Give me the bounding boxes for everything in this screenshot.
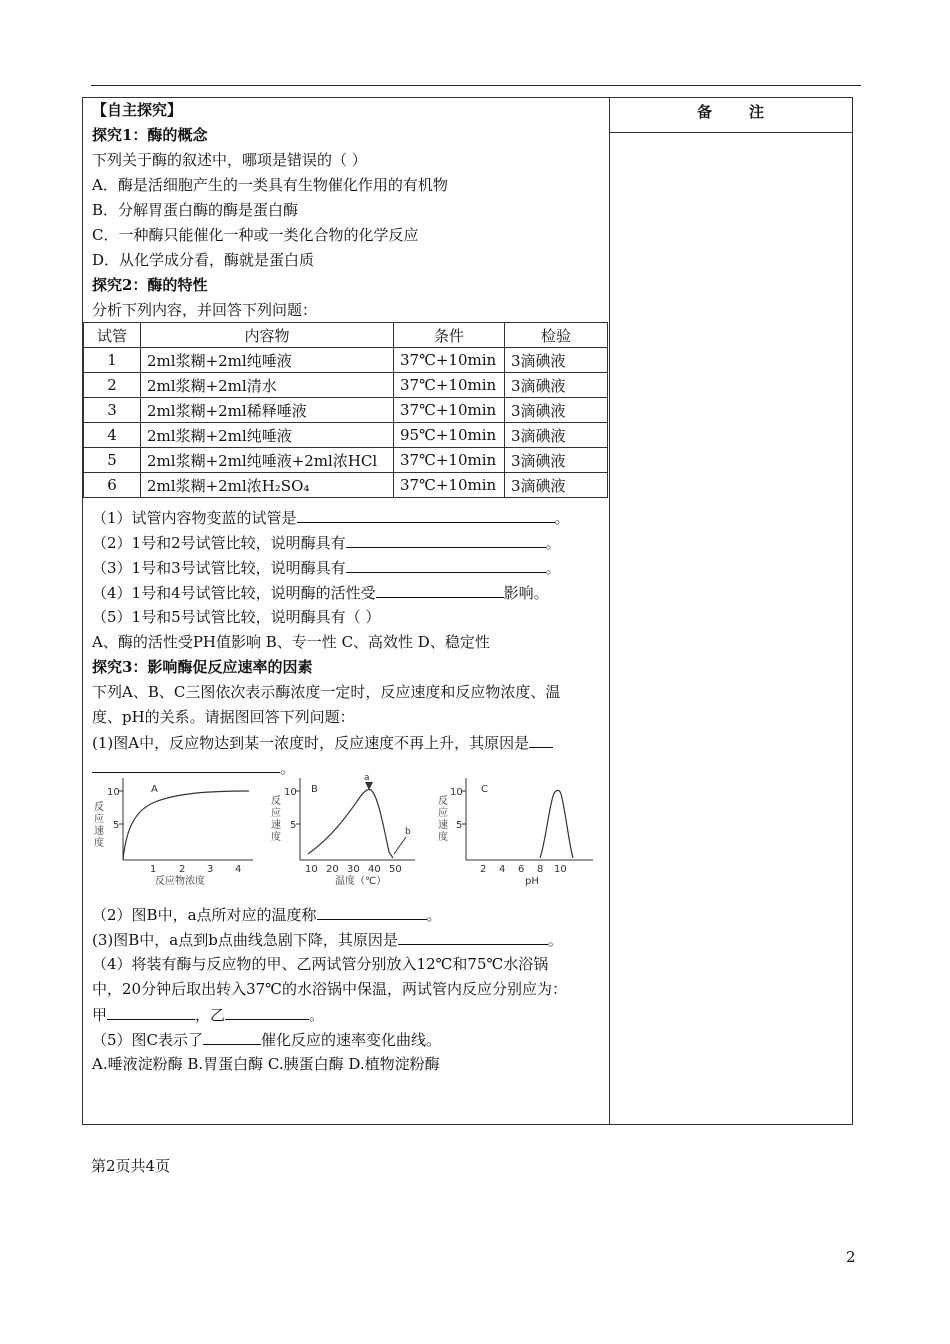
c-letter: C: [481, 784, 488, 795]
header-tube: 试管: [84, 323, 141, 348]
explore3-question-3: [92, 927, 604, 952]
header-content: 内容物: [141, 323, 394, 348]
table-row: [84, 473, 608, 498]
table-row: [84, 348, 608, 373]
answer-blank[interactable]: [346, 555, 546, 573]
table-row: [84, 398, 608, 423]
a-letter: A: [151, 784, 158, 795]
q3-text: （3）1号和3号试管比较，说明酶具有: [92, 559, 346, 577]
cell-test: 3滴碘液: [505, 373, 608, 398]
notes-header-2: 注: [749, 103, 766, 121]
explore1-title: 探究1：酶的概念: [92, 126, 208, 144]
c-ylabel: [438, 794, 448, 843]
option-d: D．从化学成分看，酶就是蛋白质: [92, 251, 315, 269]
q1-text: (1)图A中，反应物达到某一浓度时，反应速度不再上升，其原因是: [92, 734, 530, 752]
header-rule: [91, 85, 861, 86]
period: 。: [554, 509, 570, 527]
period: 。: [547, 931, 563, 949]
cell-no: 5: [84, 448, 141, 473]
cell-test: 3滴碘液: [505, 348, 608, 373]
b-ytick-5: 5: [290, 820, 297, 831]
answer-blank[interactable]: [529, 730, 553, 748]
table-row: [84, 423, 608, 448]
c-ylabel-2: 应: [438, 808, 448, 819]
experiment-table: [83, 322, 608, 498]
cell-no: 1: [84, 348, 141, 373]
cell-no: 3: [84, 398, 141, 423]
a-ytick-5: 5: [113, 820, 120, 831]
cell-content: 2ml浆糊+2ml纯唾液: [141, 423, 394, 448]
worksheet-frame: [82, 97, 853, 1125]
option-b: B．分解胃蛋白酶的酶是蛋白酶: [92, 201, 299, 219]
q5-text: （5）图C表示了: [92, 1031, 204, 1049]
cell-condition: 37℃+10min: [394, 348, 505, 373]
period: 。: [545, 534, 561, 552]
answer-blank[interactable]: [317, 902, 427, 920]
a-ytick-10: 10: [107, 787, 120, 798]
notes-header: [610, 98, 852, 133]
graph-b: [271, 774, 415, 887]
c-ylabel-3: 速: [438, 820, 448, 831]
a-ylabel-1: 反: [94, 802, 104, 813]
table-row: [84, 448, 608, 473]
b-ytick-10: 10: [284, 787, 297, 798]
q3-text: (3)图B中，a点到b点曲线急剧下降，其原因是: [92, 931, 398, 949]
cell-content: 2ml浆糊+2ml清水: [141, 373, 394, 398]
b-ylabel: [271, 794, 281, 843]
answer-blank[interactable]: [376, 580, 504, 598]
answer-blank[interactable]: [297, 505, 555, 523]
a-ylabel-4: 度: [94, 838, 104, 849]
section-title: 【自主探究】: [92, 101, 183, 119]
q2-text: （2）图B中，a点所对应的温度称: [92, 906, 317, 924]
period: 。: [426, 906, 442, 924]
a-ylabel-3: 速: [94, 826, 104, 837]
answer-blank[interactable]: [346, 530, 546, 548]
a-ylabel-2: 应: [94, 814, 104, 825]
question-1: [92, 505, 604, 530]
notes-header-1: 备: [696, 103, 713, 121]
content-top: [92, 98, 604, 323]
q1-text: （1）试管内容物变蓝的试管是: [92, 509, 297, 527]
question-4: [92, 580, 604, 605]
q2-text: （2）1号和2号试管比较，说明酶具有: [92, 534, 346, 552]
b-ylabel-3: 速: [271, 820, 281, 831]
cell-condition: 37℃+10min: [394, 398, 505, 423]
explore3-question-4-l2: 中，20分钟后取出转入37℃的水浴锅中保温，两试管内反应分别应为：: [92, 980, 567, 998]
explore3-questions: [92, 902, 604, 1077]
b-xtick-50: 50: [389, 864, 402, 875]
point-b: b: [405, 827, 411, 837]
b-ylabel-4: 度: [271, 832, 281, 843]
explore3-question-4-l3: [92, 1002, 604, 1027]
a-xtick-1: 1: [150, 864, 157, 875]
graph-a: [94, 778, 253, 887]
explore3-intro-1: 下列A、B、C三图依次表示酶浓度一定时，反应速度和反应物浓度、温: [92, 683, 561, 701]
point-a: a: [364, 774, 370, 783]
question-5-options: A、酶的活性受PH值影响 B、专一性 C、高效性 D、稳定性: [92, 633, 490, 651]
q5-suffix: 催化反应的速率变化曲线。: [261, 1031, 442, 1049]
b-xlabel: 温度（℃）: [335, 876, 387, 887]
answer-blank-yi[interactable]: [225, 1002, 309, 1020]
explore1-question: 下列关于酶的叙述中，哪项是错误的（ ）: [92, 151, 367, 169]
cell-test: 3滴碘液: [505, 473, 608, 498]
main-column: [83, 98, 610, 1124]
b-xtick-30: 30: [347, 864, 360, 875]
page-number: 2: [846, 1248, 856, 1266]
c-xtick-2: 2: [480, 864, 487, 875]
option-a: A．酶是活细胞产生的一类具有生物催化作用的有机物: [92, 176, 448, 194]
page-footer: 第2页共4页: [91, 1157, 171, 1175]
b-letter: B: [311, 784, 318, 795]
explore3-question-5: [92, 1027, 604, 1052]
explore3-question-5-options: A.唾液淀粉酶 B.胃蛋白酶 C.胰蛋白酶 D.植物淀粉酶: [92, 1055, 440, 1073]
cell-no: 2: [84, 373, 141, 398]
q4-suffix: 影响。: [503, 584, 549, 602]
cell-condition: 37℃+10min: [394, 448, 505, 473]
cell-content: 2ml浆糊+2ml纯唾液: [141, 348, 394, 373]
b-xtick-10: 10: [305, 864, 318, 875]
table-header-row: [84, 323, 608, 348]
cell-test: 3滴碘液: [505, 398, 608, 423]
question-2: [92, 530, 604, 555]
explore2-intro: 分析下列内容，并回答下列问题：: [92, 301, 318, 319]
c-ytick-5: 5: [456, 820, 463, 831]
c-ylabel-4: 度: [438, 832, 448, 843]
period: 。: [545, 559, 561, 577]
c-xlabel: pH: [525, 876, 539, 887]
c-xtick-8: 8: [537, 864, 544, 875]
header-test: 检验: [505, 323, 608, 348]
period: 。: [280, 759, 296, 777]
question-3: [92, 555, 604, 580]
b-ylabel-2: 应: [271, 808, 281, 819]
c-xtick-6: 6: [518, 864, 525, 875]
cell-test: 3滴碘液: [505, 423, 608, 448]
graph-c: [438, 778, 593, 887]
cell-test: 3滴碘液: [505, 448, 608, 473]
option-c: C．一种酶只能催化一种或一类化合物的化学反应: [92, 226, 419, 244]
c-ylabel-1: 反: [438, 796, 448, 807]
b-ylabel-1: 反: [271, 796, 281, 807]
cell-no: 6: [84, 473, 141, 498]
answer-blank[interactable]: [398, 927, 548, 945]
header-condition: 条件: [394, 323, 505, 348]
answer-blank-jia[interactable]: [107, 1002, 195, 1020]
answer-blank[interactable]: [92, 755, 280, 773]
cell-content: 2ml浆糊+2ml纯唾液+2ml浓HCl: [141, 448, 394, 473]
cell-no: 4: [84, 423, 141, 448]
b-xtick-20: 20: [326, 864, 339, 875]
cell-condition: 37℃+10min: [394, 373, 505, 398]
table-row: [84, 373, 608, 398]
cell-condition: 95℃+10min: [394, 423, 505, 448]
explore3-question-1: [92, 730, 604, 755]
cell-content: 2ml浆糊+2ml浓H₂SO₄: [141, 473, 394, 498]
q4-text: （4）1号和4号试管比较，说明酶的活性受: [92, 584, 376, 602]
a-ylabel: [94, 800, 104, 849]
explore3-question-4-l1: （4）将装有酶与反应物的甲、乙两试管分别放入12℃和75℃水浴锅: [92, 955, 549, 973]
answer-blank[interactable]: [203, 1027, 261, 1045]
jia-label: 甲: [92, 1006, 108, 1024]
explore2-questions: [92, 505, 604, 780]
c-xtick-10: 10: [554, 864, 567, 875]
explore3-question-2: [92, 902, 604, 927]
enzyme-graphs: [93, 774, 601, 892]
a-xtick-3: 3: [207, 864, 214, 875]
explore3-title: 探究3：影响酶促反应速率的因素: [92, 658, 313, 676]
explore2-title: 探究2：酶的特性: [92, 276, 208, 294]
cell-content: 2ml浆糊+2ml稀释唾液: [141, 398, 394, 423]
cell-condition: 37℃+10min: [394, 473, 505, 498]
a-xtick-4: 4: [235, 864, 242, 875]
b-xtick-40: 40: [368, 864, 381, 875]
c-xtick-4: 4: [499, 864, 506, 875]
question-5: （5）1号和5号试管比较，说明酶具有（ ）: [92, 608, 381, 626]
a-xtick-2: 2: [179, 864, 186, 875]
explore3-intro-2: 度、pH的关系。请据图回答下列问题：: [92, 708, 355, 726]
period: 。: [309, 1006, 325, 1024]
a-xlabel: 反应物浓度: [155, 876, 205, 887]
yi-label: ，乙: [195, 1006, 226, 1024]
c-ytick-10: 10: [450, 787, 463, 798]
